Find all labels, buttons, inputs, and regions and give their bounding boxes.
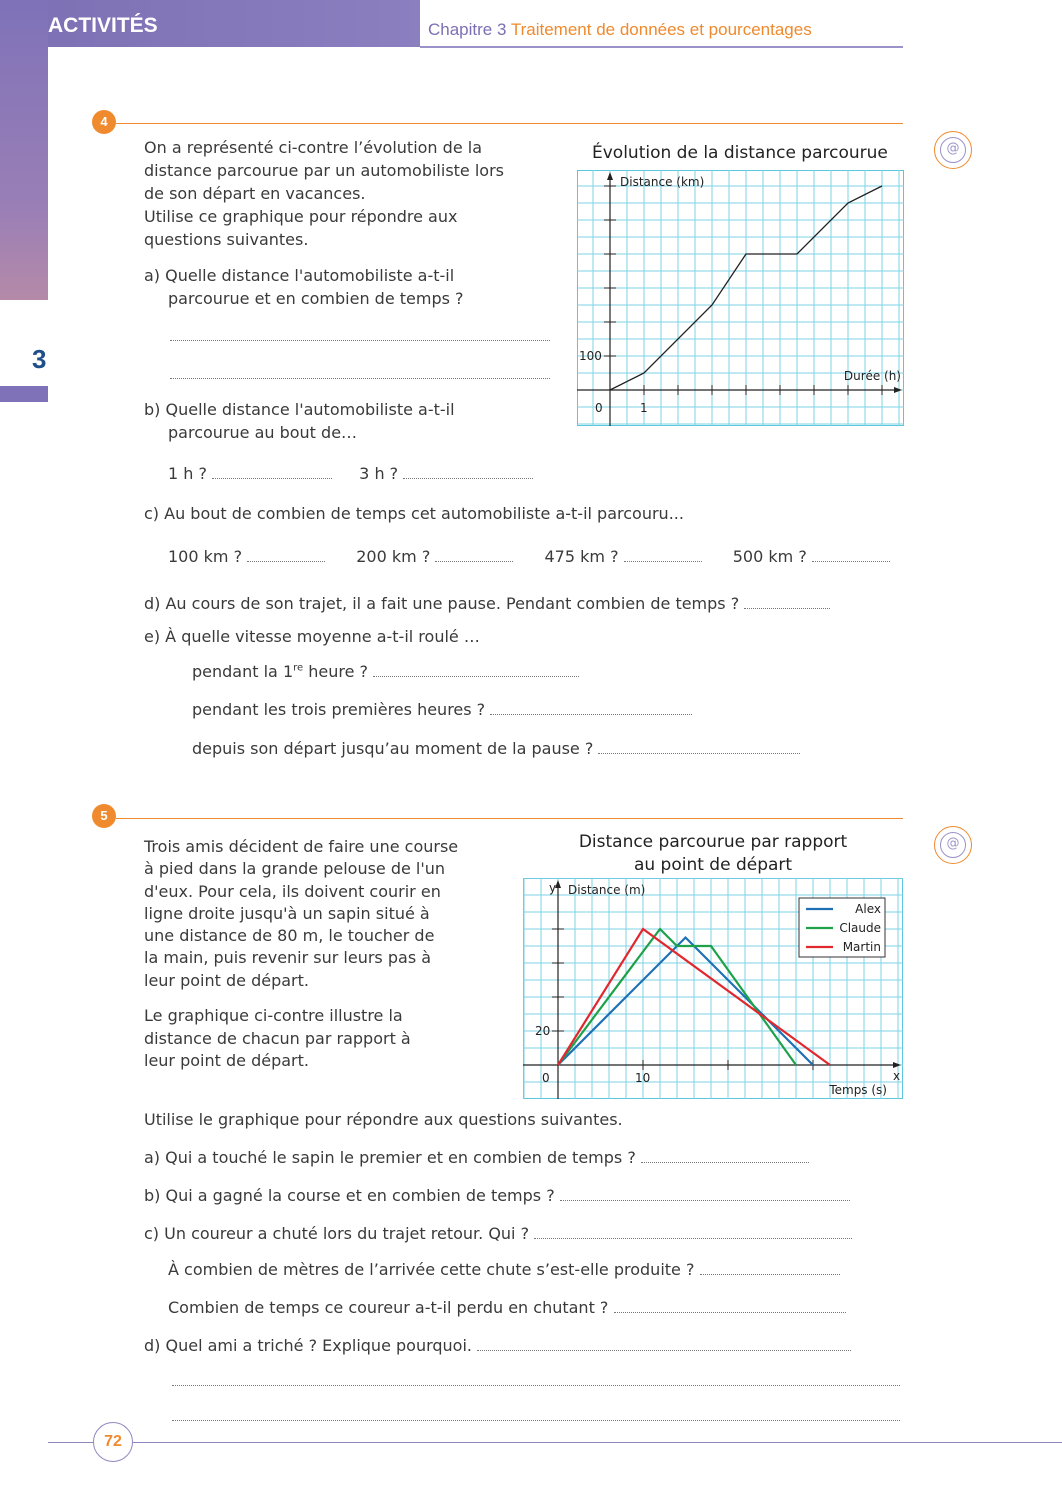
answer-line[interactable] (700, 1273, 840, 1275)
question-text: b) Qui a gagné la course et en combien de temps ? (144, 1186, 555, 1205)
intro-line: Le graphique ci-contre illustre la (144, 1006, 403, 1025)
answer-line[interactable] (172, 1420, 900, 1421)
answer-line[interactable] (403, 477, 533, 479)
answer-label: 475 km ? (544, 547, 619, 566)
x-axis-name: x (893, 1069, 901, 1083)
x-tick-label: 0 (595, 401, 603, 415)
answer-label: 200 km ? (356, 547, 431, 566)
question-text: c) Un coureur a chuté lors du trajet retour. Qui ? (144, 1224, 530, 1243)
chart-title-line: au point de départ (633, 855, 793, 875)
footer-line (48, 1442, 93, 1443)
answer-line[interactable] (534, 1237, 852, 1239)
ex4-b-answers (168, 464, 533, 483)
legend-label: Martin (842, 940, 881, 954)
intro-line: distance parcourue par un automobiliste lors (144, 161, 504, 180)
side-strip (0, 0, 48, 300)
legend-label: Alex (855, 902, 881, 916)
answer-line[interactable] (744, 607, 830, 609)
side-bar (0, 386, 48, 402)
ex4-e1 (192, 662, 579, 681)
ex5-question-a (144, 1148, 809, 1167)
answer-line[interactable] (212, 477, 332, 479)
intro-line: leur point de départ. (144, 1051, 309, 1070)
intro-line: distance de chacun par rapport à (144, 1028, 411, 1048)
answer-line[interactable] (490, 713, 692, 715)
answer-label: 3 h ? (359, 464, 399, 483)
header-divider (420, 46, 903, 48)
question-text: b) Quelle distance l'automobiliste a-t-il (144, 400, 455, 419)
ex5-question-d (144, 1336, 851, 1355)
question-text: d) Quel ami a triché ? Explique pourquoi. (144, 1336, 472, 1355)
y-axis-name: y (549, 881, 557, 895)
exercise-4-divider (116, 123, 903, 124)
question-text: a) Qui a touché le sapin le premier et en combien de temps ? (144, 1148, 636, 1167)
x-tick-label: 1 (640, 401, 648, 415)
intro-line: questions suivantes. (144, 230, 309, 249)
answer-line[interactable] (170, 378, 550, 379)
question-text: parcourue au bout de… (168, 423, 358, 442)
ex4-question-a (144, 264, 464, 310)
side-chapter-number: 3 (32, 344, 47, 374)
y-tick-label: 100 (579, 349, 602, 363)
distance-chart (577, 170, 904, 426)
answer-line[interactable] (641, 1161, 809, 1163)
question-text: heure ? (303, 662, 369, 681)
chart-frame (578, 171, 904, 426)
answer-line[interactable] (614, 1311, 846, 1313)
y-axis-label: Distance (m) (568, 883, 646, 897)
question-text: depuis son départ jusqu’au moment de la pause ? (192, 739, 594, 758)
ex5-instruction: Utilise le graphique pour répondre aux questions suivantes. (144, 1110, 623, 1129)
question-text: d) Au cours de son trajet, il a fait une pause. Pendant combien de temps ? (144, 594, 740, 613)
answer-line[interactable] (172, 1385, 900, 1386)
answer-label: 500 km ? (732, 547, 807, 566)
answer-line[interactable] (170, 340, 550, 341)
intro-line: leur point de départ. (144, 970, 309, 990)
footer-line (133, 1442, 1062, 1443)
online-resource-icon[interactable]: @ (934, 131, 972, 169)
intro-line: Utilise ce graphique pour répondre aux (144, 207, 458, 226)
ex5-intro (144, 836, 458, 992)
answer-line[interactable] (247, 560, 325, 562)
question-text: pendant la 1 (192, 662, 294, 681)
intro-line: Trois amis décident de faire une course (144, 837, 459, 856)
question-text: a) Quelle distance l'automobiliste a-t-il (144, 266, 455, 285)
ex5-question-b (144, 1186, 850, 1205)
question-text: pendant les trois premières heures ? (192, 700, 486, 719)
chart2-title (578, 831, 848, 877)
x-tick-label: 0 (542, 1071, 550, 1085)
superscript: re (293, 662, 304, 674)
x-axis-label: Durée (h) (843, 369, 901, 383)
ex4-intro (144, 136, 504, 251)
question-text: À combien de mètres de l’arrivée cette chute s’est-elle produite ? (168, 1260, 695, 1279)
x-axis-label: Temps (s) (829, 1083, 887, 1097)
legend-label: Claude (839, 921, 881, 935)
ex4-question-e: e) À quelle vitesse moyenne a-t-il roulé … (144, 627, 480, 646)
online-resource-icon[interactable]: @ (934, 826, 972, 864)
answer-line[interactable] (435, 560, 513, 562)
answer-line[interactable] (624, 560, 702, 562)
answer-label: 1 h ? (168, 464, 207, 483)
answer-line[interactable] (812, 560, 890, 562)
intro-line: ligne droite jusqu'à un sapin situé à (144, 903, 430, 923)
intro-line: On a représenté ci-contre l’évolution de la (144, 138, 482, 157)
question-text: parcourue et en combien de temps ? (168, 289, 464, 308)
answer-line[interactable] (477, 1349, 851, 1351)
exercise-4-badge: 4 (92, 110, 116, 134)
y-axis-label: Distance (km) (620, 175, 705, 189)
ex5-intro2 (144, 1005, 411, 1073)
ex4-question-c: c) Au bout de combien de temps cet automobiliste a-t-il parcouru... (144, 504, 684, 523)
page-number: 72 (93, 1422, 133, 1462)
answer-label: 100 km ? (168, 547, 243, 566)
intro-line: d'eux. Pour cela, ils doivent courir en (144, 881, 441, 901)
exercise-5-divider (116, 818, 903, 819)
ex5-question-c2 (168, 1260, 840, 1279)
chapter-title (428, 20, 812, 40)
ex5-question-c (144, 1224, 852, 1243)
exercise-5-badge: 5 (92, 804, 116, 828)
intro-line: une distance de 80 m, le toucher de (144, 926, 435, 946)
section-title: ACTIVITÉS (48, 14, 158, 37)
ex4-c-answers (168, 547, 890, 566)
ex4-question-d (144, 594, 830, 613)
question-text: Combien de temps ce coureur a-t-il perdu en chutant ? (168, 1298, 609, 1317)
x-tick-label: 10 (635, 1071, 651, 1085)
chart1-title: Évolution de la distance parcourue (592, 143, 888, 163)
chart-title-line: Distance parcourue par rapport (578, 832, 848, 852)
ex4-question-b (144, 398, 455, 444)
chapter-prefix: Chapitre 3 (428, 20, 507, 39)
answer-line[interactable] (560, 1199, 850, 1201)
race-chart (523, 878, 903, 1099)
ex4-e2 (192, 700, 692, 719)
answer-line[interactable] (598, 752, 800, 754)
intro-line: la main, puis revenir sur leurs pas à (144, 948, 432, 968)
ex5-question-c3 (168, 1298, 846, 1317)
y-tick-label: 20 (535, 1024, 551, 1038)
intro-line: de son départ en vacances. (144, 184, 366, 203)
answer-line[interactable] (373, 675, 579, 677)
chapter-name: Traitement de données et pourcentages (510, 20, 812, 39)
ex4-e3 (192, 739, 800, 758)
intro-line: à pied dans la grande pelouse de l'un (144, 859, 446, 879)
